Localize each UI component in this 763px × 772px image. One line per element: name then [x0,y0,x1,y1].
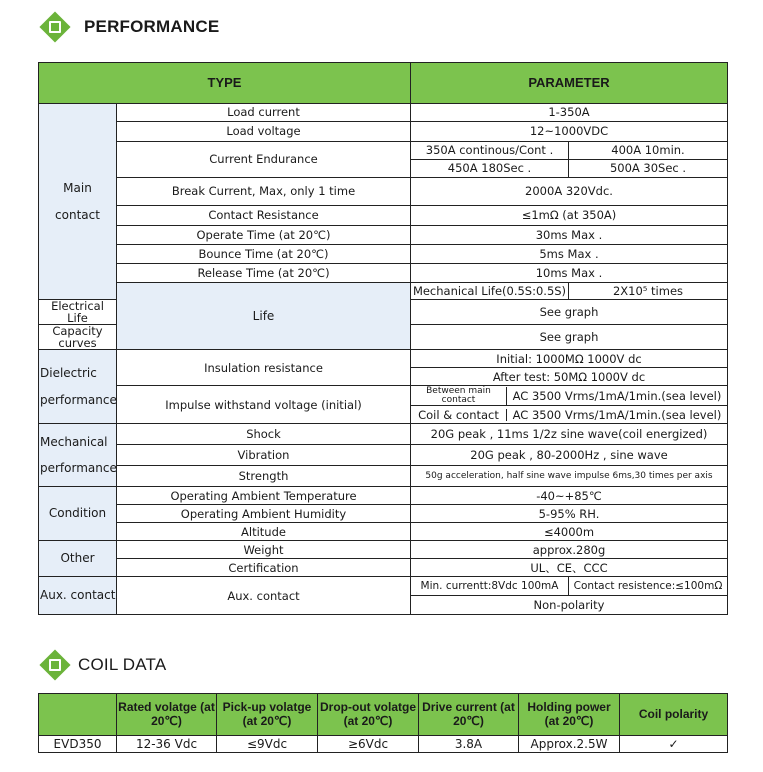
type-cell: Bounce Time (at 20℃) [117,245,411,264]
param-cell: 450A 180Sec . [411,160,569,178]
performance-title: PERFORMANCE [84,17,220,36]
coil-model-header [39,694,117,736]
category-mechanical: Mechanical performance [39,424,117,487]
coil-polarity-check-icon: ✓ [620,736,728,753]
type-cell: Contact Resistance [117,206,411,226]
coil-drive: 3.8A [419,736,519,753]
type-cell: Certification [117,559,411,577]
category-main-contact: Main contact [39,104,117,300]
param-cell: 20G peak , 11ms 1/2z sine wave(coil energized) [411,424,728,445]
coil-header-rated: Rated volatge (at 20℃) [117,694,217,736]
coil-section-header [38,648,166,682]
type-cell: Vibration [117,445,411,466]
coil-header-dropout: Drop-out volatge (at 20℃) [318,694,419,736]
param-cell: UL、CE、CCC [411,559,728,577]
impulse-row-2 [411,406,728,424]
param-cell: 20G peak , 80-2000Hz , sine wave [411,445,728,466]
performance-section-header [38,10,219,44]
diamond-icon [39,649,70,680]
impulse-row-1 [411,386,728,406]
type-cell: Weight [117,541,411,559]
category-life: Life [117,283,411,350]
param-cell: 1-350A [411,104,728,122]
param-cell: 2X10⁵ times [569,283,728,300]
diamond-icon [39,11,70,42]
type-cell: Current Endurance [117,142,411,178]
impulse-label-1: Between main contact [411,387,507,405]
impulse-value-2: AC 3500 Vrms/1mA/1min.(sea level) [512,407,722,422]
param-cell: 2000A 320Vdc. [411,178,728,206]
param-cell: Min. currentt:8Vdc 100mA [411,577,569,596]
type-cell: Mechanical Life(0.5S:0.5S) [411,283,569,300]
type-cell: Load voltage [117,122,411,142]
param-cell: 12~1000VDC [411,122,728,142]
type-cell: Impulse withstand voltage (initial) [117,386,411,424]
impulse-label-2: Coil & contact [411,409,507,421]
type-cell: Electrical Life [39,300,117,325]
param-cell: approx.280g [411,541,728,559]
type-cell: Aux. contact [117,577,411,615]
param-cell: 400A 10min. [569,142,728,160]
coil-dropout: ≥6Vdc [318,736,419,753]
type-cell: Altitude [117,523,411,541]
param-cell: Contact resistence:≤100mΩ [569,577,728,596]
param-cell: 500A 30Sec . [569,160,728,178]
type-cell: Break Current, Max, only 1 time [117,178,411,206]
type-cell: Load current [117,104,411,122]
type-cell: Insulation resistance [117,350,411,386]
coil-holding: Approx.2.5W [519,736,620,753]
type-cell: Release Time (at 20℃) [117,264,411,283]
coil-header-polarity: Coil polarity [620,694,728,736]
param-cell: Initial: 1000MΩ 1000V dc [411,350,728,368]
param-cell: 350A continous/Cont . [411,142,569,160]
coil-title: COIL DATA [78,655,167,674]
coil-header-holding: Holding power (at 20℃) [519,694,620,736]
category-aux: Aux. contact [39,577,117,615]
coil-header-drive: Drive current (at 20℃) [419,694,519,736]
type-cell: Operate Time (at 20℃) [117,226,411,245]
param-cell: Non-polarity [411,596,728,615]
coil-table [38,693,728,753]
param-cell: ≤1mΩ (at 350A) [411,206,728,226]
type-cell: Operating Ambient Humidity [117,505,411,523]
param-cell: 50g acceleration, half sine wave impulse 6ms,30 times per axis [411,466,728,487]
type-header: TYPE [39,63,411,104]
coil-pickup: ≤9Vdc [217,736,318,753]
category-other: Other [39,541,117,577]
coil-rated: 12-36 Vdc [117,736,217,753]
type-cell: Shock [117,424,411,445]
param-cell: 5ms Max . [411,245,728,264]
impulse-value-1: AC 3500 Vrms/1mA/1min.(sea level) [512,388,722,403]
param-cell: -40~+85℃ [411,487,728,505]
param-cell: 30ms Max . [411,226,728,245]
type-cell: Operating Ambient Temperature [117,487,411,505]
performance-table [38,62,728,615]
param-cell: See graph [411,300,728,325]
param-cell: After test: 50MΩ 1000V dc [411,368,728,386]
parameter-header: PARAMETER [411,63,728,104]
type-cell: Strength [117,466,411,487]
param-cell: 5-95% RH. [411,505,728,523]
category-condition: Condition [39,487,117,541]
param-cell: See graph [411,325,728,350]
param-cell: 10ms Max . [411,264,728,283]
param-cell: ≤4000m [411,523,728,541]
coil-header-pickup: Pick-up volatge (at 20℃) [217,694,318,736]
coil-model: EVD350 [39,736,117,753]
type-cell: Capacity curves [39,325,117,350]
category-dielectric: Dielectric performance [39,350,117,424]
